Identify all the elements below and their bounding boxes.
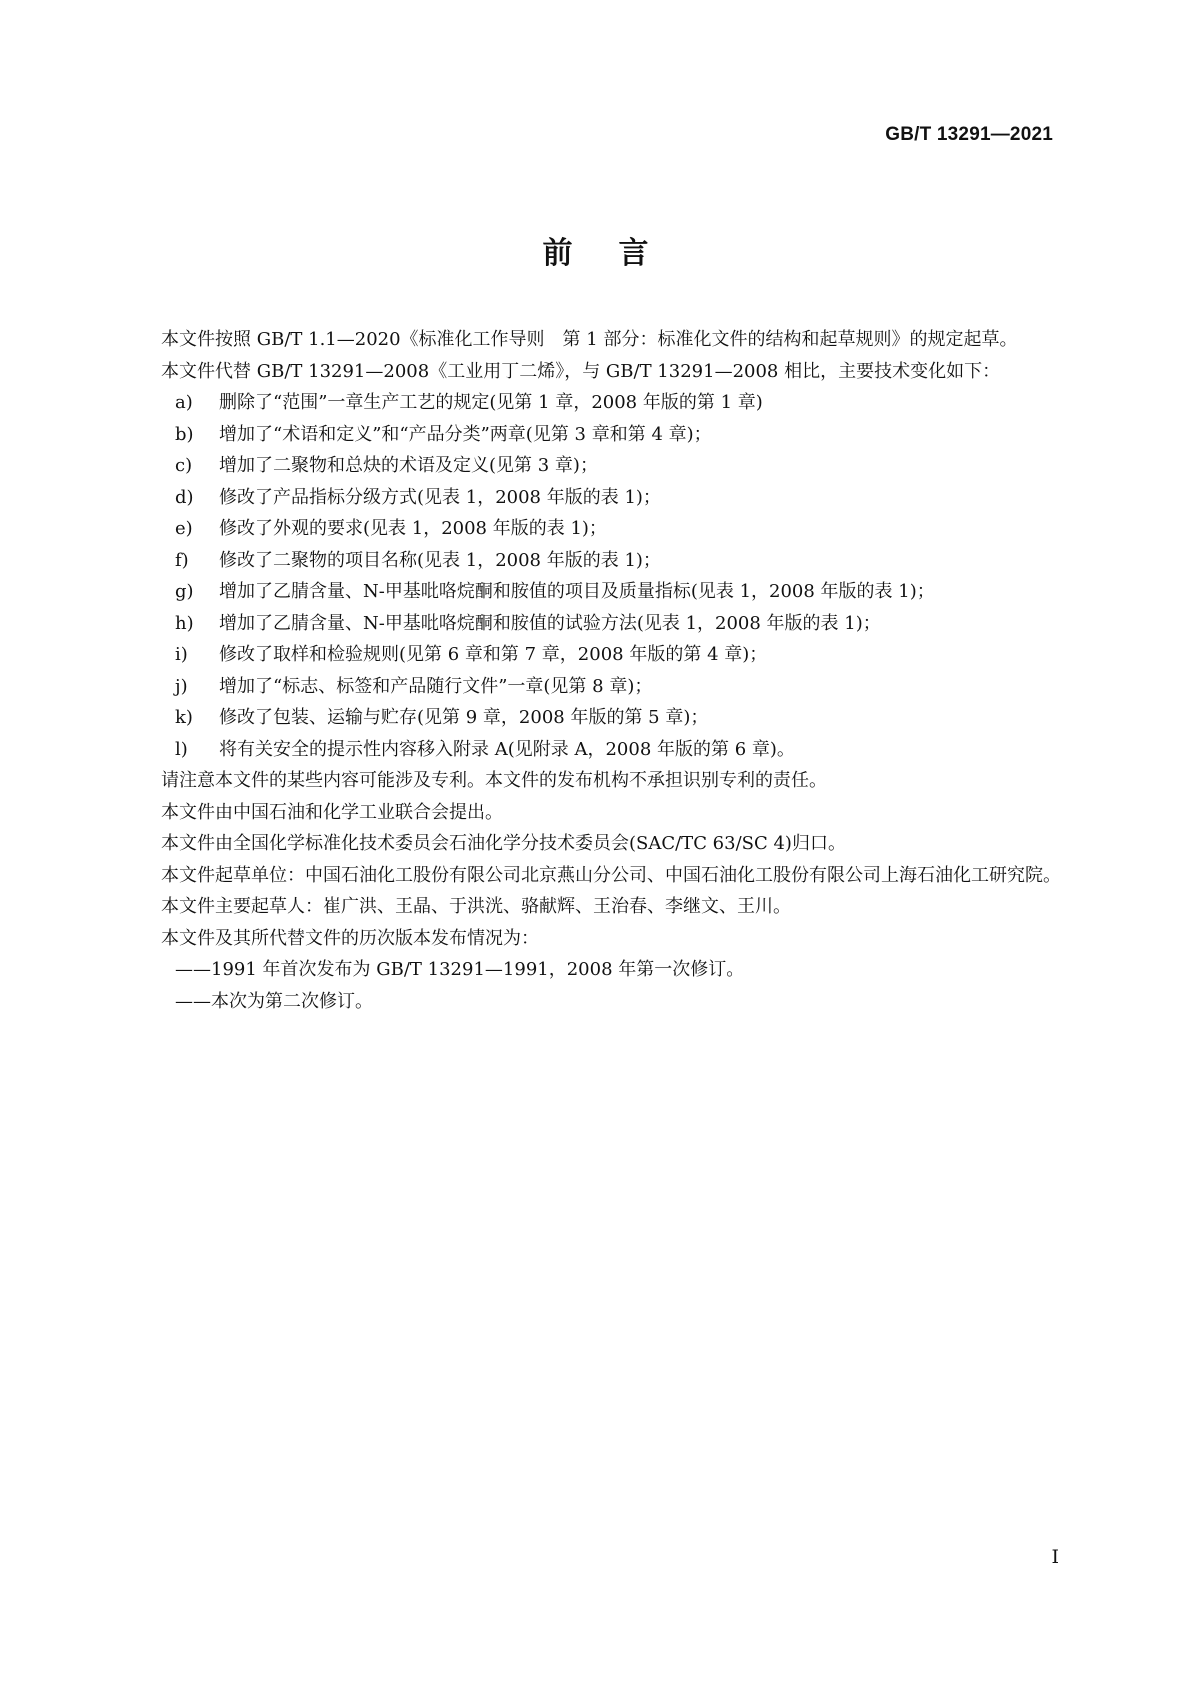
patent-notice-paragraph: 请注意本文件的某些内容可能涉及专利。本文件的发布机构不承担识别专利的责任。 [161, 770, 827, 791]
list-text: 修改了包装、运输与贮存(见第 9 章，2008 年版的第 5 章)； [219, 707, 709, 728]
replacement-paragraph: 本文件代替 GB/T 13291—2008《工业用丁二烯》，与 GB/T 13291—2008 相比，主要技术变化如下： [161, 360, 1001, 382]
list-text: 增加了“术语和定义”和“产品分类”两章(见第 3 章和第 4 章)； [219, 423, 712, 445]
list-text: 增加了二聚物和总炔的术语及定义(见第 3 章)； [219, 455, 598, 476]
list-item [125, 450, 1065, 482]
list-marker: j) [175, 675, 188, 697]
foreword-body [125, 324, 1065, 1017]
drafting-units-paragraph: 本文件起草单位：中国石油化工股份有限公司北京燕山分公司、中国石油化工股份有限公司上海石油化工研究院。 [161, 864, 1061, 886]
list-item [125, 639, 1065, 671]
list-item [125, 671, 1065, 703]
list-marker: i) [175, 644, 188, 665]
list-text: 修改了取样和检验规则(见第 6 章和第 7 章，2008 年版的第 4 章)； [219, 644, 768, 665]
list-item [125, 387, 1065, 419]
standard-code: GB/T 13291—2021 [885, 124, 1053, 145]
list-marker: f) [175, 549, 189, 571]
list-item [125, 419, 1065, 451]
page-title: 前言 [542, 236, 695, 271]
list-marker: b) [175, 423, 194, 445]
list-marker: d) [175, 486, 194, 508]
list-text: 增加了乙腈含量、N-甲基吡咯烷酮和胺值的试验方法(见表 1，2008 年版的表 1)； [219, 612, 881, 634]
drafting-basis-paragraph: 本文件按照 GB/T 1.1—2020《标准化工作导则 第 1 部分：标准化文件的结构和起草规则》的规定起草。 [161, 329, 1018, 350]
list-item [125, 513, 1065, 545]
list-text: 修改了产品指标分级方式(见表 1，2008 年版的表 1)； [219, 486, 661, 508]
list-text: 修改了二聚物的项目名称(见表 1，2008 年版的表 1)； [219, 549, 661, 571]
list-text: 删除了“范围”一章生产工艺的规定(见第 1 章，2008 年版的第 1 章) [219, 392, 763, 413]
drafters-paragraph: 本文件主要起草人：崔广洪、王晶、于洪洸、骆献辉、王治春、李继文、王川。 [161, 896, 791, 917]
list-marker: a) [175, 392, 193, 413]
list-text: 修改了外观的要求(见表 1，2008 年版的表 1)； [219, 518, 607, 539]
committee-paragraph: 本文件由全国化学标准化技术委员会石油化学分技术委员会(SAC/TC 63/SC 4)归口。 [161, 833, 846, 854]
list-item [125, 576, 1065, 608]
list-marker: k) [175, 707, 193, 728]
list-item: ——1991 年首次发布为 GB/T 13291—1991，2008 年第一次修订。 [175, 959, 745, 980]
list-item [125, 608, 1065, 640]
list-item [125, 545, 1065, 577]
list-marker: l) [175, 738, 188, 760]
list-marker: e) [175, 518, 193, 539]
list-item: ——本次为第二次修订。 [175, 990, 373, 1012]
proposer-paragraph: 本文件由中国石油和化学工业联合会提出。 [161, 801, 503, 823]
list-marker: h) [175, 612, 194, 634]
list-text: 增加了“标志、标签和产品随行文件”一章(见第 8 章)； [219, 675, 653, 697]
list-item [125, 734, 1065, 766]
list-text: 增加了乙腈含量、N-甲基吡咯烷酮和胺值的项目及质量指标(见表 1，2008 年版的表 1)； [219, 581, 935, 602]
list-item [125, 702, 1065, 734]
changes-list [125, 387, 1065, 765]
list-marker: c) [175, 455, 193, 476]
list-item [125, 482, 1065, 514]
list-text: 将有关安全的提示性内容移入附录 A(见附录 A，2008 年版的第 6 章)。 [219, 738, 795, 760]
history-list [125, 954, 1065, 1017]
list-marker: g) [175, 581, 194, 602]
page-number: I [1051, 1546, 1059, 1568]
history-intro-paragraph: 本文件及其所代替文件的历次版本发布情况为： [161, 927, 539, 949]
